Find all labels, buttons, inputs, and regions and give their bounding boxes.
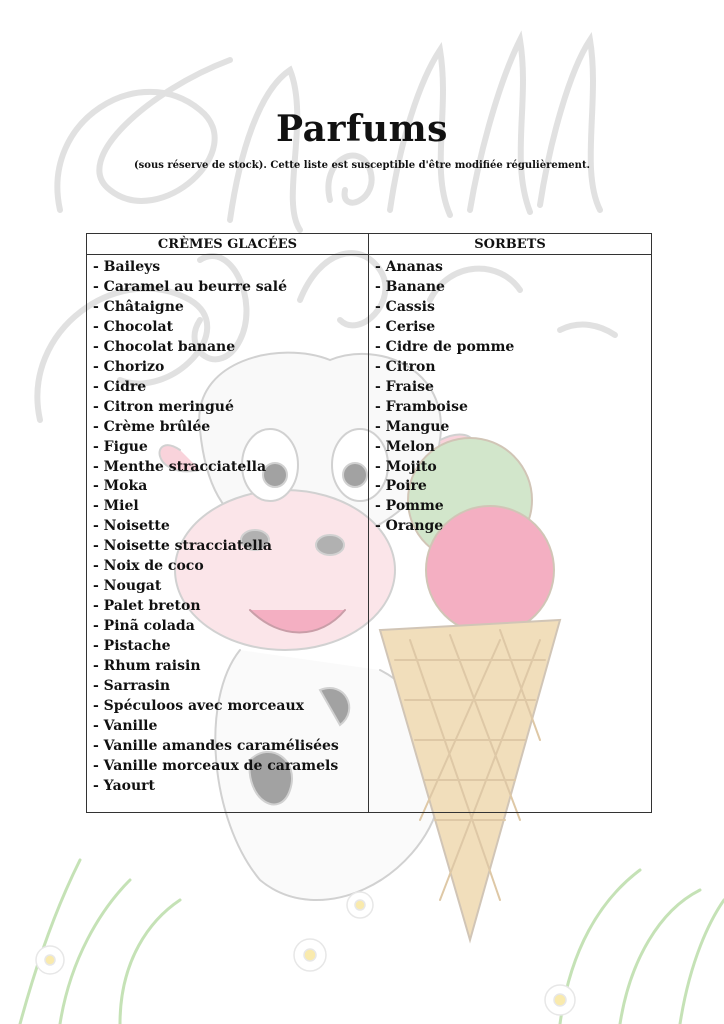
list-item: - Banane — [375, 278, 445, 295]
list-item: - Noisette stracciatella — [93, 538, 272, 555]
list-item: - Noisette — [93, 518, 170, 535]
list-item: - Yaourt — [93, 777, 156, 794]
list-item: - Caramel au beurre salé — [93, 278, 287, 295]
list-item: - Rhum raisin — [93, 658, 201, 675]
header-sorbets: SORBETS — [369, 234, 652, 255]
list-item: - Cassis — [375, 298, 435, 315]
list-item: - Cidre de pomme — [375, 338, 515, 355]
list-item: - Crème brûlée — [93, 418, 211, 435]
list-item: - Noix de coco — [93, 558, 204, 575]
list-item: - Nougat — [93, 578, 162, 595]
list-item: - Châtaigne — [93, 298, 184, 315]
list-item: - Vanille morceaux de caramels — [93, 757, 339, 774]
list-item: - Poire — [375, 478, 427, 495]
list-item: - Ananas — [375, 259, 443, 275]
list-item: - Chocolat — [93, 318, 174, 335]
table-body-row — [87, 255, 652, 813]
list-item: - Spéculoos avec morceaux — [93, 697, 305, 714]
page-subtitle: (sous réserve de stock). Cette liste est susceptible d'être modifiée régulièrement. — [133, 160, 591, 171]
list-item: - Citron — [375, 358, 436, 375]
list-item: - Cidre — [93, 378, 147, 395]
list-item: - Orange — [375, 518, 444, 535]
list-item: - Framboise — [375, 398, 468, 415]
list-item: - Baileys — [93, 259, 161, 275]
list-item: - Sarrasin — [93, 678, 171, 695]
list-item: - Pistache — [93, 638, 171, 655]
list-item: - Moka — [93, 478, 148, 495]
list-item: - Chocolat banane — [93, 338, 236, 355]
list-item: - Figue — [93, 438, 148, 455]
list-item: - Vanille amandes caramélisées — [93, 737, 339, 754]
list-item: - Citron meringué — [93, 398, 234, 415]
list-item: - Vanille — [93, 717, 158, 734]
cremes-cell — [87, 255, 369, 813]
list-item: - Miel — [93, 498, 139, 515]
sorbets-list — [375, 258, 651, 537]
list-item: - Mojito — [375, 458, 437, 475]
cremes-list — [93, 258, 368, 797]
daisies — [36, 892, 575, 1015]
list-item: - Palet breton — [93, 598, 201, 615]
list-item: - Fraise — [375, 378, 434, 395]
list-item: - Pinã colada — [93, 618, 195, 635]
sorbets-cell — [369, 255, 652, 813]
list-item: - Menthe stracciatella — [93, 458, 267, 475]
list-item: - Mangue — [375, 418, 450, 435]
list-item: - Pomme — [375, 498, 444, 515]
page-title: Parfums — [276, 108, 448, 150]
header-cremes-glacees: CRÈMES GLACÉES — [87, 234, 369, 255]
list-item: - Melon — [375, 438, 435, 455]
flavor-table — [86, 233, 652, 813]
table-header-row — [87, 234, 652, 255]
list-item: - Chorizo — [93, 358, 165, 375]
list-item: - Cerise — [375, 318, 436, 335]
